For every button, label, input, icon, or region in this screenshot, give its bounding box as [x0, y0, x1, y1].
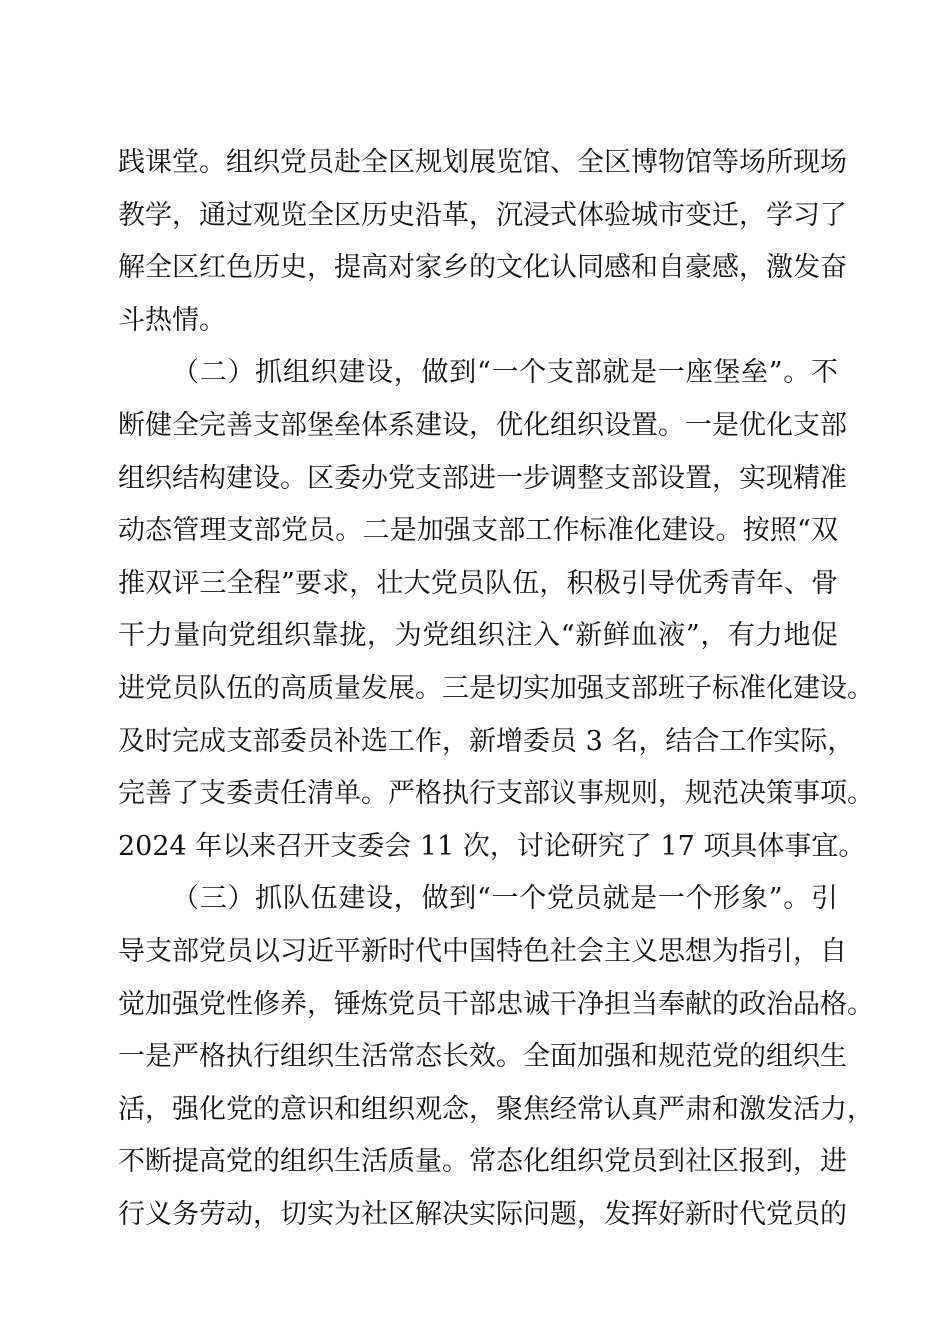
- text-line: 进党员队伍的高质量发展。三是切实加强支部班子标准化建设。: [118, 673, 874, 704]
- text-line: 推双评三全程”要求，壮大党员队伍，积极引导优秀青年、骨: [118, 567, 838, 599]
- text-line: 践课堂。组织党员赴全区规划展览馆、全区博物馆等场所现场: [118, 147, 847, 178]
- text-line: 动态管理支部党员。二是加强支部工作标准化建设。按照“双: [118, 515, 838, 547]
- text-line: 2024 年以来召开支委会 11 次，讨论研究了 17 项具体事宜。: [118, 830, 866, 862]
- text-line: 组织结构建设。区委办党支部进一步调整支部设置，实现精准: [118, 462, 847, 494]
- text-line: 觉加强党性修养，锤炼党员干部忠诚干净担当奉献的政治品格。: [118, 988, 874, 1020]
- text-line: 完善了支委责任清单。严格执行支部议事规则，规范决策事项。: [118, 778, 874, 810]
- text-line: 活，强化党的意识和组织观念，聚焦经常认真严肃和激发活力，: [118, 1093, 874, 1125]
- text-line: 不断提高党的组织生活质量。常态化组织党员到社区报到，进: [118, 1146, 847, 1178]
- text-line: 教学，通过观览全区历史沿革，沉浸式体验城市变迁，学习了: [118, 199, 847, 231]
- text-line: 导支部党员以习近平新时代中国特色社会主义思想为指引，自: [118, 936, 847, 967]
- paragraph-heading-line: （二）抓组织建设，做到“一个支部就是一座堡垒”。不: [172, 357, 838, 389]
- text-line: 行义务劳动，切实为社区解决实际问题，发挥好新时代党员的: [118, 1199, 847, 1230]
- text-line: 及时完成支部委员补选工作，新增委员 3 名，结合工作实际，: [118, 725, 855, 757]
- text-line: 干力量向党组织靠拢，为党组织注入“新鲜血液”，有力地促: [118, 620, 838, 652]
- text-line: 斗热情。: [118, 304, 226, 336]
- text-line: 解全区红色历史，提高对家乡的文化认同感和自豪感，激发奋: [118, 252, 847, 284]
- text-line: 断健全完善支部堡垒体系建设，优化组织设置。一是优化支部: [118, 410, 847, 441]
- paragraph-heading-line: （三）抓队伍建设，做到“一个党员就是一个形象”。引: [172, 883, 838, 915]
- text-line: 一是严格执行组织生活常态长效。全面加强和规范党的组织生: [118, 1041, 847, 1073]
